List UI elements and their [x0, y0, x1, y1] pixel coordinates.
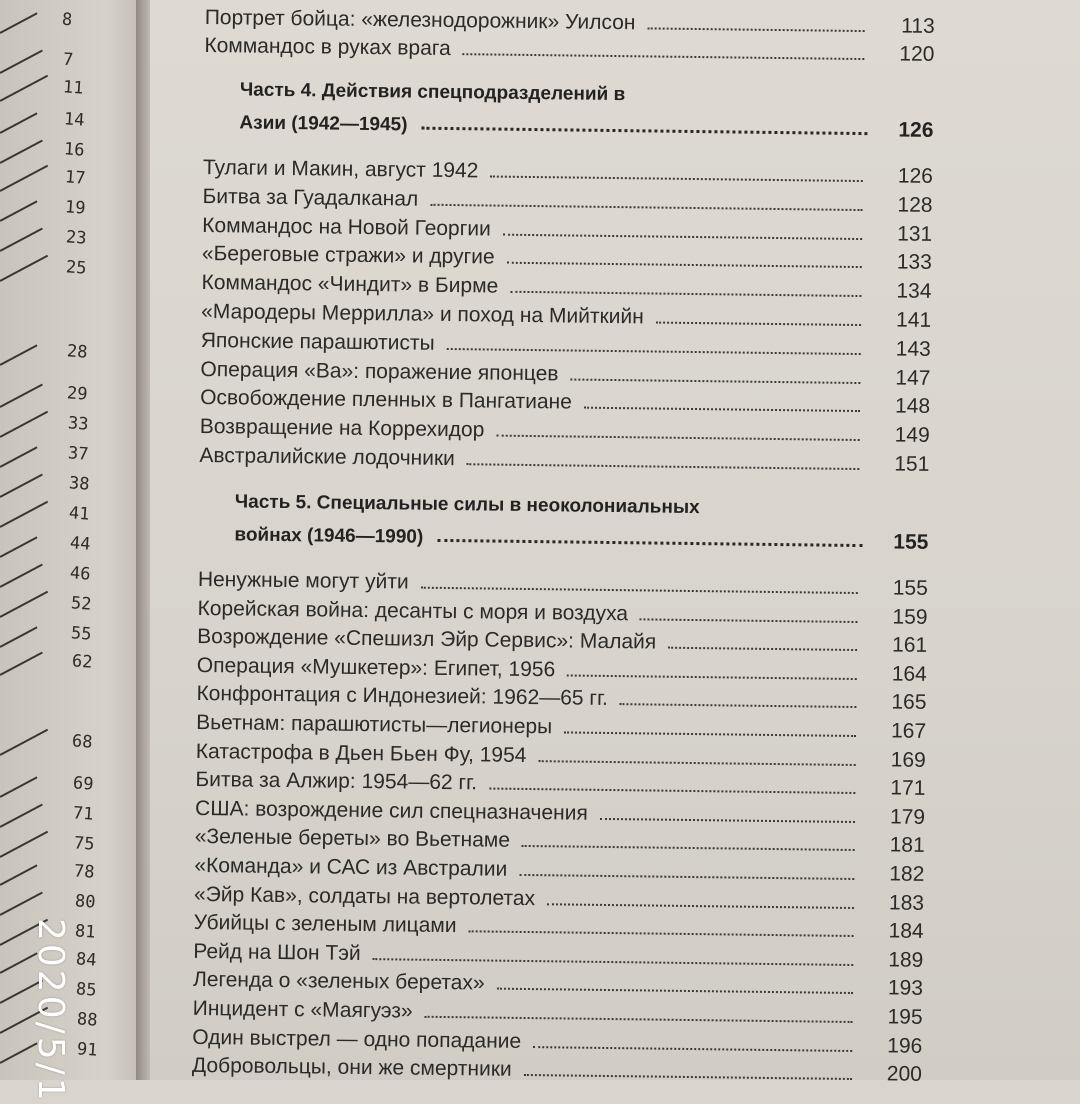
toc-entry-page: 164 [891, 662, 927, 686]
dot-leader [600, 818, 855, 823]
facing-page-number: 28 [65, 341, 88, 363]
toc-entry-title: Операция «Мушкетер»: Египет, 1956 [196, 653, 556, 682]
toc-entry-title: «Команда» и САС из Австралии [194, 853, 508, 881]
dot-leader [547, 903, 854, 909]
dot-leader-fragment [0, 864, 38, 885]
toc-entry-page: 167 [890, 719, 927, 743]
toc-entry-title: Австралийские лодочники [199, 443, 455, 471]
dot-leader [510, 291, 861, 297]
dot-leader [489, 788, 855, 794]
toc-entry-title: Возрождение «Спешизл Эйр Сервис»: Малайя [197, 625, 657, 654]
toc-entry-title: США: возрождение сил спецназначения [194, 796, 588, 825]
toc-entry-page: 195 [887, 1005, 923, 1029]
dot-leader [425, 1016, 853, 1023]
facing-page-number: 55 [70, 623, 93, 645]
dot-leader [507, 262, 862, 268]
dot-leader-fragment [0, 411, 48, 438]
toc-entry-page: 134 [896, 279, 932, 304]
toc-entry-title: «Мародеры Меррилла» и поход на Мийткийн [201, 299, 644, 329]
facing-page-number: 85 [75, 979, 98, 1001]
facing-page-number: 14 [62, 109, 85, 131]
facing-page-number: 80 [73, 891, 96, 913]
toc-entry-title: Возвращение на Коррехидор [199, 415, 485, 442]
dot-leader [538, 760, 855, 766]
date-stamp: 2020/5/1 [30, 918, 71, 1104]
facing-page-number: 52 [69, 593, 92, 615]
toc-entry-title: Битва за Алжир: 1954—62 гг. [195, 768, 478, 795]
toc-entry-title: Тулаги и Макин, август 1942 [202, 155, 479, 183]
facing-page-number: 38 [67, 473, 90, 495]
facing-page-number: 88 [75, 1009, 98, 1031]
facing-page-number: 17 [63, 167, 86, 189]
dot-leader-fragment [0, 804, 43, 828]
dot-leader [668, 647, 857, 651]
toc-entry-page: 159 [892, 605, 928, 629]
dot-leader-fragment [0, 12, 38, 33]
facing-page-number: 33 [66, 413, 89, 435]
toc-entry-page: 151 [894, 452, 930, 476]
toc-entry-page: 196 [887, 1034, 923, 1058]
toc-entry-page: 169 [890, 748, 926, 772]
toc-entry-title: Добровольцы, они же смертники [191, 1054, 512, 1082]
toc-entry-title: Освобождение пленных в Пангатиане [199, 386, 573, 414]
dot-leader-fragment [0, 831, 48, 858]
facing-page-number: 62 [70, 651, 93, 673]
toc-entry-page: 179 [889, 805, 926, 829]
toc-entry: Коммандос в руках врага 120 [204, 33, 935, 66]
dot-leader [447, 348, 861, 355]
toc-entry-page: 181 [889, 833, 925, 858]
toc-entry-page: 143 [895, 337, 931, 361]
dot-leader-fragment [0, 501, 48, 528]
dot-leader-fragment [0, 50, 43, 74]
toc-entry-title: Корейская война: десанты с моря и воздуха [197, 596, 629, 625]
dot-leader [421, 587, 858, 594]
dot-leader-fragment [0, 446, 38, 467]
facing-page-number: 68 [71, 731, 94, 753]
toc-entry-page: 200 [886, 1062, 923, 1087]
facing-page-number: 41 [68, 503, 91, 525]
facing-page-number: 19 [64, 197, 87, 219]
toc-entry-page: 182 [889, 862, 925, 886]
dot-leader-fragment [0, 474, 43, 498]
dot-leader [567, 674, 857, 680]
toc-entry-page: 171 [890, 776, 926, 801]
dot-leader [467, 463, 860, 470]
dot-leader [519, 874, 854, 880]
toc-entry-page: 161 [891, 633, 928, 658]
toc-entry-page: 131 [897, 222, 933, 246]
toc-entry-page: 141 [895, 308, 932, 332]
dot-leader [584, 407, 860, 412]
dot-leader-fragment [0, 892, 43, 916]
facing-page-number: 91 [76, 1039, 99, 1061]
toc-entry-page: 147 [895, 366, 931, 390]
facing-page-number: 75 [72, 833, 95, 855]
facing-page-number: 7 [61, 49, 74, 71]
toc-entry-page: 189 [888, 948, 924, 972]
toc-entry-page: 133 [896, 250, 932, 275]
dot-leader [430, 204, 862, 211]
toc-entry-title: Коммандос «Чиндит» в Бирме [201, 271, 499, 298]
facing-page-number: 44 [68, 533, 91, 555]
toc-entry-page: 128 [897, 193, 933, 217]
dot-leader-fragment [0, 776, 38, 797]
toc-entry-page: 183 [888, 891, 925, 915]
toc-entry-title: Легенда о «зеленых беретах» [192, 968, 485, 995]
facing-page-number: 71 [72, 803, 95, 825]
facing-page-number: 78 [73, 861, 96, 883]
toc-entry-page: 148 [894, 394, 931, 419]
facing-page-number: 84 [74, 949, 97, 971]
dot-leader [570, 378, 860, 384]
toc-entry-title: Конфронтация с Индонезией: 1962—65 гг. [196, 682, 609, 711]
dot-leader-fragment [0, 626, 38, 647]
left-facing-page [0, 0, 150, 1080]
facing-page-number: 37 [67, 443, 90, 465]
toc-entry-page: 126 [897, 164, 934, 188]
facing-page-number: 25 [65, 257, 88, 279]
toc-entry-title: Вьетнам: парашютисты—легионеры [196, 710, 553, 739]
dot-leader-fragment [0, 255, 48, 282]
toc-entry-title: Убийцы с зеленым лицами [193, 911, 457, 938]
dot-leader [533, 1046, 852, 1052]
toc-entry-title: «Зеленые береты» во Вьетнаме [194, 825, 511, 853]
toc-entry-title: Битва за Гуадалканал [202, 184, 419, 211]
dot-leader-fragment [0, 344, 38, 365]
dot-leader-fragment [0, 384, 43, 408]
part-heading: Часть 5. Специальные силы в неоколониальных войнах (1946—1990) 155 [234, 491, 929, 554]
toc-entry-title: Японские парашютисты [200, 328, 435, 355]
dot-leader [503, 233, 862, 239]
facing-page-number: 23 [64, 227, 87, 249]
dot-leader [620, 704, 857, 709]
facing-page-number: 16 [63, 139, 86, 161]
facing-page-number: 81 [74, 921, 97, 943]
facing-page-number: 46 [69, 563, 92, 585]
dot-leader-fragment [0, 591, 48, 618]
facing-page-number: 69 [71, 773, 94, 795]
toc-entry: Портрет бойца: «железнодорожник» Уилсон 113 [204, 5, 935, 38]
toc-entry-title: Коммандос на Новой Георгии [202, 213, 491, 241]
toc-entry-page: 155 [892, 576, 929, 600]
dot-leader [522, 845, 855, 851]
dot-leader [524, 1074, 852, 1080]
dot-leader-fragment [0, 536, 38, 557]
toc-entry-title: Катастрофа в Дьен Бьен Фу, 1954 [195, 739, 527, 767]
dot-leader [656, 322, 861, 327]
toc-entry-page: 165 [891, 690, 927, 715]
toc-entry-page: 193 [887, 976, 924, 1001]
dot-leader-fragment [0, 228, 43, 252]
toc-entry-page: 184 [888, 919, 924, 944]
toc-entry-title: «Эйр Кав», солдаты на вертолетах [193, 882, 536, 910]
toc-entry-title: Рейд на Шон Тэй [193, 939, 361, 965]
dot-leader [490, 175, 863, 182]
dot-leader [497, 988, 853, 994]
facing-page-number: 8 [61, 9, 73, 31]
facing-page-number: 29 [66, 383, 89, 405]
dot-leader-fragment [0, 112, 38, 133]
dot-leader [564, 731, 856, 737]
toc-entry-title: Один выстрел — одно попадание [192, 1025, 522, 1053]
dot-leader-fragment [0, 75, 48, 102]
dot-leader-fragment [0, 564, 43, 588]
part-heading: Часть 4. Действия спецподразделений в Азии (1942—1945) 126 [239, 79, 934, 142]
dot-leader [496, 435, 859, 441]
toc-entry-title: Ненужные могут уйти [197, 567, 409, 594]
facing-page-number: 11 [62, 77, 85, 99]
dot-leader-fragment [0, 200, 38, 221]
dot-leader [468, 930, 853, 937]
dot-leader-fragment [0, 165, 48, 192]
dot-leader-fragment [0, 729, 48, 756]
toc-entry-title: Операция «Ва»: поражение японцев [200, 357, 559, 385]
toc-entry-title: Инцидент с «Маягуэз» [192, 996, 413, 1023]
dot-leader [640, 618, 858, 623]
dot-leader-fragment [0, 140, 43, 164]
toc-entry-page: 149 [894, 423, 930, 448]
dot-leader-fragment [0, 652, 43, 676]
toc-entry-title: «Береговые стражи» и другие [201, 242, 495, 269]
